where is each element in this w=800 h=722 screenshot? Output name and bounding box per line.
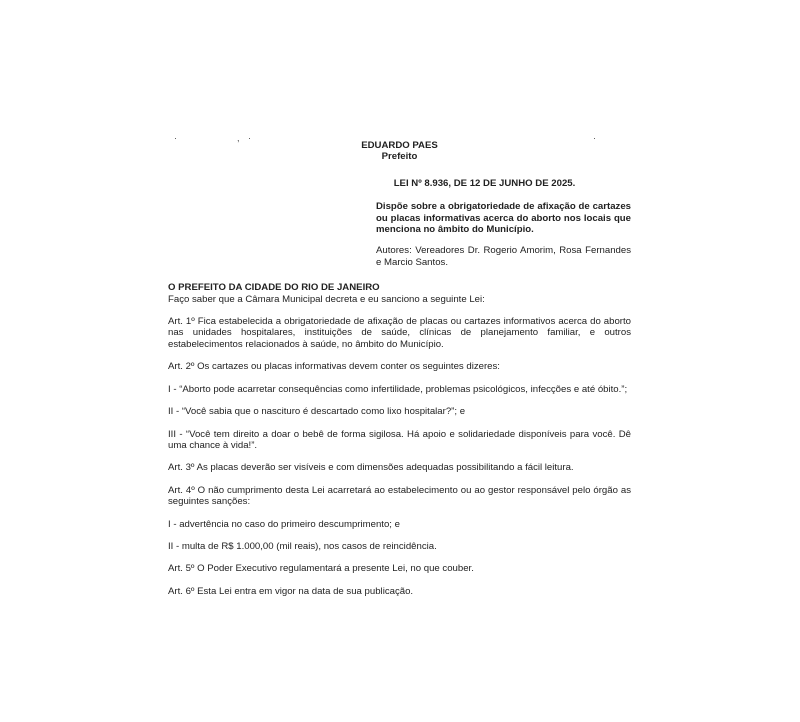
law-number: LEI Nº 8.936, DE 12 DE JUNHO DE 2025. — [393, 177, 576, 189]
article-4-item-i: I - advertência no caso do primeiro descumprimento; e — [168, 518, 400, 530]
artifact-mark: · — [248, 133, 251, 143]
article-3: Art. 3º As placas deverão ser visíveis e com dimensões adequadas possibilitando a fácil leitura. — [168, 462, 574, 474]
artifact-mark: · — [174, 133, 177, 143]
law-summary: Dispõe sobre a obrigatoriedade de afixação de cartazes ou placas informativas acerca do aborto nos locais que menciona no âmbito do Município. — [376, 201, 631, 236]
article-2-item-iii: III - “Você tem direito a doar o bebê de forma sigilosa. Há apoio e solidariedade disponíveis para você. Dê uma chance à vida!”. — [168, 428, 631, 451]
article-4-item-ii: II - multa de R$ 1.000,00 (mil reais), nos casos de reincidência. — [168, 540, 437, 552]
article-4: Art. 4º O não cumprimento desta Lei acarretará ao estabelecimento ou ao gestor responsável pelo órgão as seguintes sanções: — [168, 484, 631, 508]
intro-paragraph: Faço saber que a Câmara Municipal decreta e eu sanciono a seguinte Lei: — [168, 293, 485, 305]
mayor-title: Prefeito — [381, 151, 418, 163]
mayor-name: EDUARDO PAES — [361, 140, 438, 151]
artifact-mark: · — [593, 133, 596, 143]
law-authors: Autores: Vereadores Dr. Rogerio Amorim, Rosa Fernandes e Marcio Santos. — [376, 245, 631, 268]
artifact-mark: , — [237, 133, 240, 143]
article-2: Art. 2º Os cartazes ou placas informativas devem conter os seguintes dizeres: — [168, 361, 500, 373]
article-2-item-ii: II - “Você sabia que o nascituro é descartado como lixo hospitalar?”; e — [168, 406, 466, 418]
article-5: Art. 5º O Poder Executivo regulamentará a presente Lei, no que couber. — [168, 563, 474, 575]
mayor-heading: O PREFEITO DA CIDADE DO RIO DE JANEIRO — [168, 282, 380, 294]
article-2-item-i: I - “Aborto pode acarretar consequências como infertilidade, problemas psicológicos, infecções e até óbito.”; — [168, 383, 628, 395]
law-document — [168, 140, 631, 597]
article-1: Art. 1º Fica estabelecida a obrigatoriedade de afixação de placas ou cartazes informativos acerca do aborto nas unidades hospitalares, instituições de saúde, clínicas de planejamento familiar, e outros estabelecimentos relacionados à saúde, no âmbito do Município. — [168, 316, 631, 350]
article-6: Art. 6º Esta Lei entra em vigor na data de sua publicação. — [168, 585, 414, 597]
